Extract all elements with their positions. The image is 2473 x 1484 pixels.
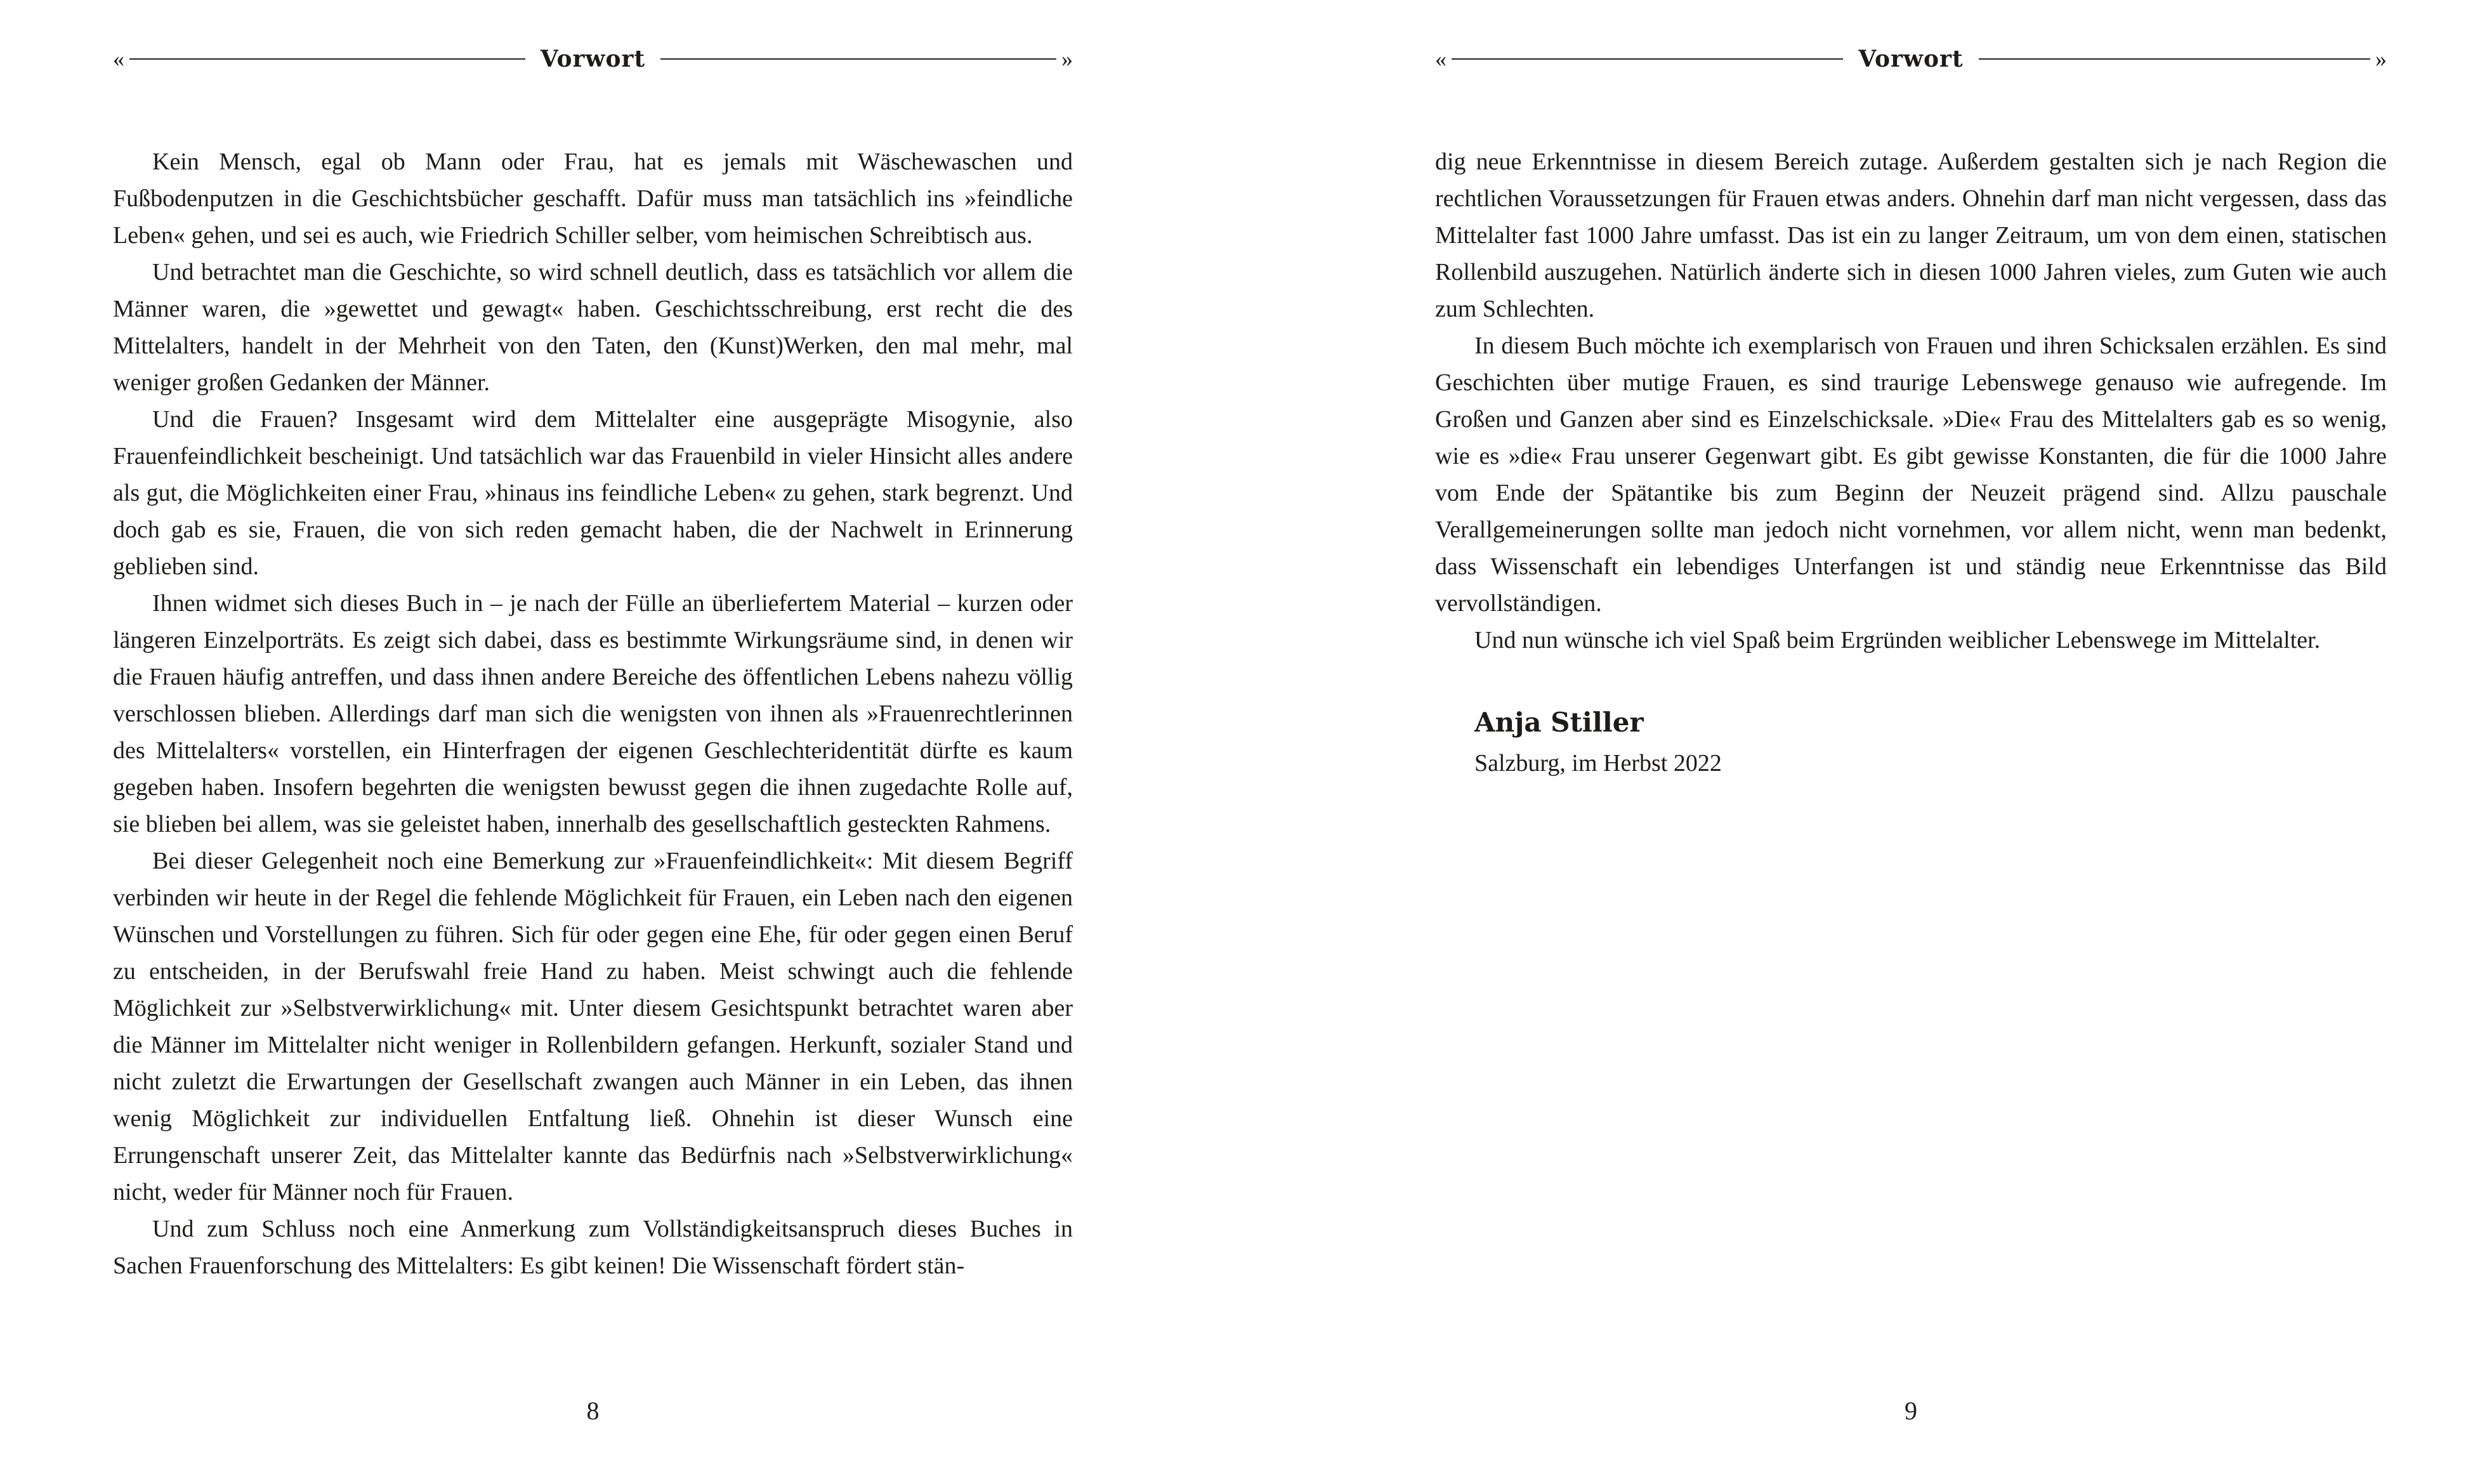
page-left bbox=[0, 0, 1236, 1484]
paragraph: Ihnen widmet sich dieses Buch in – je nach der Fülle an überliefertem Material – kurzen oder längeren Einzelporträts. Es zeigt sich dabei, dass es bestimmte Wirkungsräume sind, in denen wir die Frauen häufig antreffen, und dass ihnen andere Bereiche des öffentlichen Lebens nahezu völlig verschlossen blieben. Allerdings darf man sich die wenigsten von ihnen als »Frauenrechtlerinnen des Mittelalters« vorstellen, ein Hinterfragen der eigenen Geschlechteridentität dürfte es kaum gegeben haben. Insofern begehrten die wenigsten bewusst gegen die ihnen zugedachte Rolle auf, sie blieben bei allem, was sie geleistet haben, innerhalb des gesellschaftlich gesteckten Rahmens. bbox=[113, 590, 1073, 837]
paragraph: Und betrachtet man die Geschichte, so wird schnell deutlich, dass es tatsächlich vor allem die Männer waren, die »gewettet und gewagt« haben. Geschichtsschreibung, erst recht die des Mittelalters, handelt in der Mehrheit von den Taten, den (Kunst)Werken, den mal mehr, mal weniger großen Gedanken der Männer. bbox=[113, 259, 1073, 396]
running-head-title: Vorwort bbox=[1858, 46, 1964, 72]
running-head-title: Vorwort bbox=[540, 46, 646, 72]
header-rule bbox=[129, 58, 525, 60]
paragraph-continuation: dig neue Erkenntnisse in diesem Bereich zutage. Außerdem gestalten sich je nach Region die rechtlichen Voraussetzungen für Frauen etwas anders. Ohnehin darf man nicht vergessen, dass das Mittelalter fast 1000 Jahre umfasst. Das ist ein zu langer Zeitraum, um von dem einen, statischen Rollenbild auszugehen. Natürlich änderte sich in diesen 1000 Jahren vieles, zum Guten wie auch zum Schlechten. bbox=[1435, 148, 2387, 322]
running-head-right bbox=[1435, 46, 2387, 72]
author-name: Anja Stiller bbox=[1474, 707, 1644, 738]
running-head-left bbox=[113, 46, 1073, 72]
header-rule bbox=[1979, 58, 2370, 60]
page-right bbox=[1236, 0, 2473, 1484]
left-guillemet-ornament: « bbox=[1435, 46, 1446, 72]
header-rule bbox=[660, 58, 1056, 60]
paragraph: Bei dieser Gelegenheit noch eine Bemerkung zur »Frauenfeindlichkeit«: Mit diesem Begriff verbinden wir heute in der Regel die fehlende Möglichkeit für Frauen, ein Leben nach den eigenen Wünschen und Vorstellungen zu führen. Sich für oder gegen eine Ehe, für oder gegen einen Beruf zu entscheiden, in der Berufswahl freie Hand zu haben. Meist schwingt auch die fehlende Möglichkeit zur »Selbstverwirklichung« mit. Unter diesem Gesichtspunkt betrachtet waren aber die Männer im Mittelalter nicht weniger in Rollenbildern gefangen. Herkunft, sozialer Stand und nicht zuletzt die Erwartungen der Gesellschaft zwangen auch Männer in ein Leben, das ihnen wenig Möglichkeit zur individuellen Entfaltung ließ. Ohnehin ist dieser Wunsch eine Errungenschaft unserer Zeit, das Mittelalter kannte das Bedürfnis nach »Selbstverwirklichung« nicht, weder für Männer noch für Frauen. bbox=[113, 848, 1073, 1205]
signature-place-date: Salzburg, im Herbst 2022 bbox=[1474, 750, 1722, 777]
text-column-left bbox=[113, 143, 1073, 1284]
paragraph: Und zum Schluss noch eine Anmerkung zum Vollständigkeitsanspruch dieses Buches in Sachen Frauenforschung des Mittelalters: Es gibt keinen! Die Wissenschaft fördert stän- bbox=[113, 1216, 1073, 1279]
page-number: 8 bbox=[586, 1396, 600, 1425]
text-column-right bbox=[1435, 143, 2387, 782]
paragraph: Kein Mensch, egal ob Mann oder Frau, hat es jemals mit Wäschewaschen und Fußbodenputzen in die Geschichtsbücher geschafft. Dafür muss man tatsächlich ins »feindliche Leben« gehen, und sei es auch, wie Friedrich Schiller selber, vom heimischen Schreibtisch aus. bbox=[113, 148, 1073, 249]
header-rule bbox=[1452, 58, 1843, 60]
author-signature-block bbox=[1435, 704, 2387, 782]
right-guillemet-ornament: » bbox=[2375, 46, 2387, 72]
paragraph: In diesem Buch möchte ich exemplarisch von Frauen und ihren Schicksalen erzählen. Es sind Geschichten über mutige Frauen, es sind traurige Lebenswege genauso wie aufregende. Im Großen und Ganzen aber sind es Einzelschicksale. »Die« Frau des Mittelalters gab es so wenig, wie es »die« Frau unserer Gegenwart gibt. Es gibt gewisse Konstanten, die für die 1000 Jahre vom Ende der Spätantike bis zum Beginn der Neuzeit prägend sind. Allzu pauschale Verallgemeinerungen sollte man jedoch nicht vornehmen, vor allem nicht, wenn man bedenkt, dass Wissenschaft ein lebendiges Unterfangen ist und ständig neue Erkenntnisse das Bild vervollständigen. bbox=[1435, 332, 2387, 617]
left-guillemet-ornament: « bbox=[113, 46, 124, 72]
page-number: 9 bbox=[1905, 1396, 1917, 1425]
right-guillemet-ornament: » bbox=[1061, 46, 1073, 72]
paragraph: Und nun wünsche ich viel Spaß beim Ergründen weiblicher Lebenswege im Mittelalter. bbox=[1474, 627, 2321, 653]
paragraph: Und die Frauen? Insgesamt wird dem Mittelalter eine ausgeprägte Misogynie, also Frauenfeindlichkeit bescheinigt. Und tatsächlich war das Frauenbild in vieler Hinsicht alles andere als gut, die Möglichkeiten einer Frau, »hinaus ins feindliche Leben« zu gehen, stark begrenzt. Und doch gab es sie, Frauen, die von sich reden gemacht haben, die der Nachwelt in Erinnerung geblieben sind. bbox=[113, 406, 1073, 580]
